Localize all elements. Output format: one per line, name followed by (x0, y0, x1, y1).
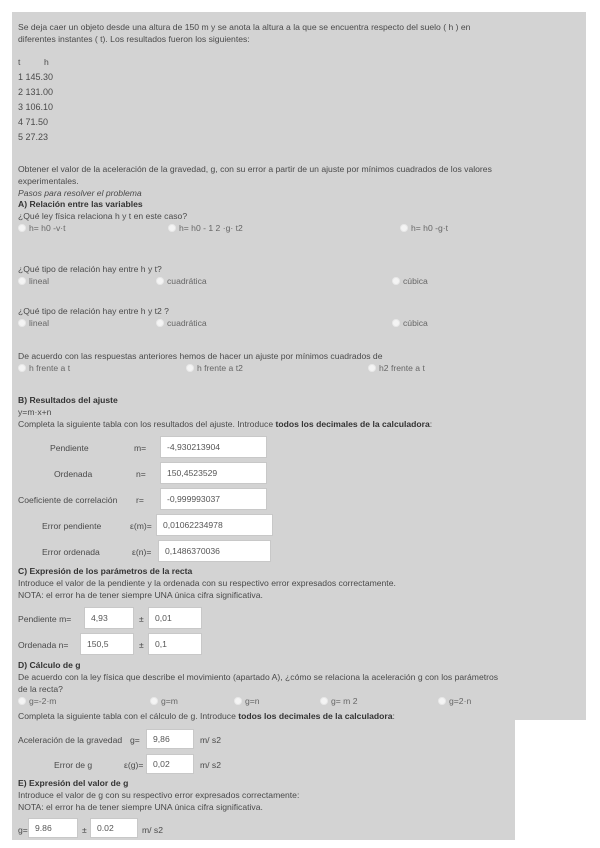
question-law: ¿Qué ley física relaciona h y t en este caso? (18, 211, 188, 221)
option-label: lineal (29, 318, 50, 328)
option-label: g=-2·m (29, 696, 57, 706)
option-label: g=m (161, 696, 178, 706)
data-row: 3 106.10 (18, 102, 54, 112)
question-h-t: ¿Qué tipo de relación hay entre h y t? (18, 264, 162, 274)
gravity-error-input[interactable]: 0,02 (146, 754, 194, 774)
g-option[interactable] (438, 696, 471, 707)
option-label: cúbica (403, 276, 428, 286)
plus-minus: ± (139, 614, 144, 624)
option-label: h= h0 - 1 2 ·g· t2 (179, 223, 243, 233)
g-result-label: g= (18, 825, 28, 835)
option-label: lineal (29, 276, 50, 286)
gravity-error-unit: m/ s2 (200, 760, 222, 770)
gravity-error-label: Error de g (54, 760, 93, 770)
law-option[interactable] (18, 223, 66, 234)
radio-button[interactable] (18, 224, 26, 232)
section-c-line-1: Introduce el valor de la pendiente y la ordenada con su respectivo error expresados correctamente. (18, 578, 396, 588)
law-option[interactable] (400, 223, 448, 234)
relation-option[interactable] (392, 276, 428, 287)
relation-option[interactable] (392, 318, 428, 329)
radio-button[interactable] (156, 319, 164, 327)
radio-button[interactable] (168, 224, 176, 232)
instruction-emphasis: todos los decimales de la calculadora (238, 711, 393, 721)
section-d-instruction (18, 711, 395, 722)
option-label: h= h0 -g·t (411, 223, 449, 233)
plus-minus: ± (139, 640, 144, 650)
g-option[interactable] (234, 696, 260, 707)
fit-symbol: ε(n)= (132, 547, 152, 557)
data-row: 4 71.50 (18, 117, 49, 127)
g-result-unit: m/ s2 (142, 825, 164, 835)
radio-button[interactable] (392, 319, 400, 327)
fit-option[interactable] (186, 363, 243, 374)
radio-button[interactable] (18, 697, 26, 705)
section-d-line-1: De acuerdo con la ley física que describe el movimiento (apartado A), ¿cómo se relaciona la aceleración g con los parámetros (18, 672, 499, 682)
fit-formula: y=m·x+n (18, 407, 52, 417)
data-row: 2 131.00 (18, 87, 54, 97)
intercept-error-input[interactable]: 0,1486370036 (158, 540, 271, 562)
relation-option[interactable] (18, 318, 49, 329)
fit-label-correlation: Coeficiente de correlación (18, 495, 118, 505)
section-d-title: D) Cálculo de g (18, 660, 81, 670)
objective-line-1: Obtener el valor de la aceleración de la gravedad, g, con su error a partir de un ajuste por mínimos cuadrados de los valores (18, 164, 492, 174)
radio-button[interactable] (18, 277, 26, 285)
intercept-input[interactable]: 150,4523529 (160, 462, 267, 484)
slope-value-input[interactable]: 4,93 (84, 607, 134, 629)
intro-line-1: Se deja caer un objeto desde una altura de 150 m y se anota la altura a la que se encuentra respecto del suelo ( h ) en (18, 22, 471, 32)
section-c-note: NOTA: el error ha de tener siempre UNA única cifra significativa. (18, 590, 263, 600)
instruction-emphasis: todos los decimales de la calculadora (275, 419, 430, 429)
table-header-h: h (44, 57, 49, 67)
option-label: cuadrática (167, 276, 207, 286)
correlation-input[interactable]: -0,999993037 (160, 488, 267, 510)
fit-option[interactable] (18, 363, 70, 374)
question-fit: De acuerdo con las respuestas anteriores hemos de hacer un ajuste por mínimos cuadrados de (18, 351, 383, 361)
steps-heading: Pasos para resolver el problema (18, 188, 142, 198)
radio-button[interactable] (234, 697, 242, 705)
slope-error-result-input[interactable]: 0,01 (148, 607, 202, 629)
option-label: h= h0 -v·t (29, 223, 66, 233)
instruction-text: Completa la siguiente tabla con el cálculo de g. Introduce (18, 711, 239, 721)
gravity-symbol: g= (130, 735, 140, 745)
section-e-line-1: Introduce el valor de g con su respectivo error expresados correctamente: (18, 790, 300, 800)
gravity-input[interactable]: 9,86 (146, 729, 194, 749)
radio-button[interactable] (368, 364, 376, 372)
section-c-title: C) Expresión de los parámetros de la recta (18, 566, 193, 576)
fit-symbol: m= (134, 443, 147, 453)
fit-option[interactable] (368, 363, 425, 374)
option-label: g=2·n (449, 696, 472, 706)
fit-symbol: ε(m)= (130, 521, 152, 531)
data-row: 1 145.30 (18, 72, 54, 82)
gravity-label: Aceleración de la gravedad (18, 735, 123, 745)
section-e-title: E) Expresión del valor de g (18, 778, 129, 788)
question-h-t2: ¿Qué tipo de relación hay entre h y t2 ? (18, 306, 169, 316)
data-row: 5 27.23 (18, 132, 49, 142)
section-b-instruction (18, 419, 432, 430)
plus-minus: ± (82, 825, 87, 835)
radio-button[interactable] (18, 319, 26, 327)
g-option[interactable] (320, 696, 358, 707)
section-b-title: B) Resultados del ajuste (18, 395, 118, 405)
intercept-error-result-input[interactable]: 0,1 (148, 633, 202, 655)
g-option[interactable] (150, 696, 178, 707)
intercept-value-input[interactable]: 150,5 (80, 633, 134, 655)
radio-button[interactable] (150, 697, 158, 705)
section-e-note: NOTA: el error ha de tener siempre UNA única cifra significativa. (18, 802, 263, 812)
objective-line-2: experimentales. (18, 176, 79, 186)
radio-button[interactable] (392, 277, 400, 285)
fit-label-slope-error: Error pendiente (42, 521, 102, 531)
radio-button[interactable] (186, 364, 194, 372)
slope-error-input[interactable]: 0,01062234978 (156, 514, 273, 536)
law-option[interactable] (168, 223, 243, 234)
option-label: h frente a t2 (197, 363, 243, 373)
fit-symbol: r= (136, 495, 144, 505)
fit-symbol: n= (136, 469, 146, 479)
table-header-t: t (18, 57, 21, 67)
radio-button[interactable] (400, 224, 408, 232)
fit-label-slope: Pendiente (50, 443, 89, 453)
radio-button[interactable] (18, 364, 26, 372)
option-label: g=n (245, 696, 260, 706)
instruction-text: Completa la siguiente tabla con los resultados del ajuste. Introduce (18, 419, 276, 429)
intercept-result-label: Ordenada n= (18, 640, 69, 650)
radio-button[interactable] (320, 697, 328, 705)
g-value-input[interactable]: 9.86 (28, 818, 78, 838)
section-d-line-2: de la recta? (18, 684, 63, 694)
radio-button[interactable] (438, 697, 446, 705)
option-label: cúbica (403, 318, 428, 328)
relation-option[interactable] (156, 276, 207, 287)
gravity-unit: m/ s2 (200, 735, 222, 745)
fit-label-intercept-error: Error ordenada (42, 547, 100, 557)
relation-option[interactable] (18, 276, 49, 287)
gravity-error-symbol: ε(g)= (124, 760, 144, 770)
option-label: h2 frente a t (379, 363, 425, 373)
option-label: g= m 2 (331, 696, 358, 706)
radio-button[interactable] (156, 277, 164, 285)
instruction-text: : (429, 419, 433, 429)
instruction-text: : (392, 711, 395, 721)
slope-result-label: Pendiente m= (18, 614, 72, 624)
slope-input[interactable]: -4,930213904 (160, 436, 267, 458)
relation-option[interactable] (156, 318, 207, 329)
option-label: cuadrática (167, 318, 207, 328)
intro-line-2: diferentes instantes ( t). Los resultados fueron los siguientes: (18, 34, 250, 44)
fit-label-intercept: Ordenada (54, 469, 93, 479)
section-a-title: A) Relación entre las variables (18, 199, 143, 209)
g-error-input[interactable]: 0.02 (90, 818, 138, 838)
option-label: h frente a t (29, 363, 71, 373)
g-option[interactable] (18, 696, 56, 707)
